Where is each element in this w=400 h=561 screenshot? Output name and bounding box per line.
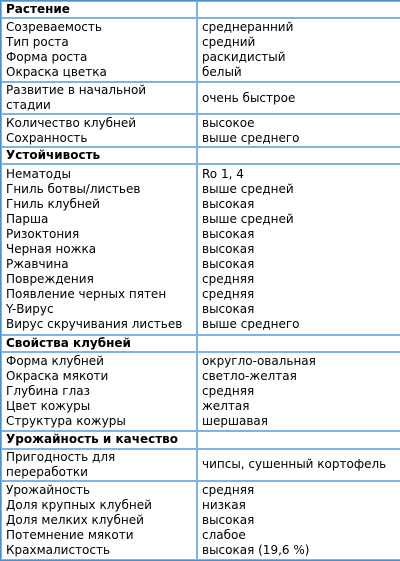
property-value: высокая	[202, 227, 255, 242]
property-name: Урожайность	[6, 483, 91, 498]
property-name: Повреждения	[6, 272, 94, 287]
property-row	[1, 481, 400, 560]
property-value: высокая	[202, 257, 255, 272]
property-name: Доля крупных клубней	[6, 498, 152, 513]
property-name: Y-Вирус	[6, 302, 54, 317]
section-header-row	[1, 147, 400, 164]
section-header-row	[1, 1, 400, 18]
section-title-blank	[197, 1, 400, 18]
property-name: Цвет кожуры	[6, 399, 91, 414]
section-header-row	[1, 431, 400, 448]
property-value: высокая (19,6 %)	[202, 543, 310, 558]
property-names-cell	[1, 18, 197, 81]
property-name: Пригодность для переработки	[6, 449, 116, 479]
property-names-cell	[1, 481, 197, 560]
property-name: Созреваемость	[6, 20, 102, 35]
property-name: Ржавчина	[6, 257, 69, 272]
property-value: шершавая	[202, 414, 268, 429]
property-names-cell	[1, 164, 197, 335]
property-name: Окраска мякоти	[6, 369, 109, 384]
property-name: Доля мелких клубней	[6, 513, 144, 528]
section-title-blank	[197, 147, 400, 164]
property-value: высокая	[202, 242, 255, 257]
property-value: выше средней	[202, 182, 294, 197]
property-name: Парша	[6, 212, 49, 227]
property-name: Глубина глаз	[6, 384, 91, 399]
property-value: среднеранний	[202, 20, 294, 35]
property-values-cell	[197, 352, 400, 431]
property-value: раскидистый	[202, 50, 286, 65]
property-name: Сохранность	[6, 130, 88, 145]
property-name: Нематоды	[6, 167, 71, 182]
property-name: Окраска цветка	[6, 65, 107, 80]
section-title: Устойчивость	[1, 147, 197, 164]
property-row	[1, 352, 400, 431]
property-name: Количество клубней	[6, 115, 137, 130]
property-row	[1, 18, 400, 81]
property-value: желтая	[202, 399, 250, 414]
section-header-row	[1, 335, 400, 352]
property-value: высокая	[202, 197, 255, 212]
property-name: Тип роста	[6, 35, 69, 50]
property-name: Развитие в начальной стадии	[6, 83, 147, 113]
property-name: Форма роста	[6, 50, 88, 65]
property-values-cell	[197, 164, 400, 335]
section-title: Свойства клубней	[1, 335, 197, 352]
property-value: средняя	[202, 483, 255, 498]
property-name: Структура кожуры	[6, 414, 126, 429]
property-names-cell	[1, 114, 197, 147]
property-name: Крахмалистость	[6, 543, 111, 558]
property-values-cell	[197, 18, 400, 81]
property-name: Появление черных пятен	[6, 287, 167, 302]
property-name: Черная ножка	[6, 242, 97, 257]
property-value: высокое	[202, 115, 255, 130]
property-value: средняя	[202, 287, 255, 302]
property-name: Вирус скручивания листьев	[6, 317, 183, 332]
property-values-cell	[197, 82, 400, 115]
property-row	[1, 114, 400, 147]
property-value: средний	[202, 35, 256, 50]
property-value: Ro 1, 4	[202, 167, 244, 182]
property-names-cell	[1, 82, 197, 115]
property-value: средняя	[202, 272, 255, 287]
section-title: Урожайность и качество	[1, 431, 197, 448]
section-title: Растение	[1, 1, 197, 18]
property-values-cell	[197, 481, 400, 560]
property-names-cell	[1, 449, 197, 482]
property-value: высокая	[202, 302, 255, 317]
property-row	[1, 164, 400, 335]
property-value: выше средней	[202, 212, 294, 227]
property-value: слабое	[202, 528, 246, 543]
property-name: Потемнение мякоти	[6, 528, 134, 543]
property-value: округло-овальная	[202, 354, 316, 369]
section-title-blank	[197, 431, 400, 448]
section-title-blank	[197, 335, 400, 352]
property-name: Гниль ботвы/листьев	[6, 182, 141, 197]
property-value: выше среднего	[202, 317, 300, 332]
property-value: высокая	[202, 513, 255, 528]
property-value: выше среднего	[202, 130, 300, 145]
property-row	[1, 449, 400, 482]
property-value: чипсы, сушенный кортофель	[202, 457, 387, 472]
property-value: светло-желтая	[202, 369, 297, 384]
property-value: низкая	[202, 498, 246, 513]
property-value: очень быстрое	[202, 90, 296, 105]
property-values-cell	[197, 449, 400, 482]
property-name: Форма клубней	[6, 354, 104, 369]
property-name: Гниль клубней	[6, 197, 100, 212]
property-row	[1, 82, 400, 115]
property-value: средняя	[202, 384, 255, 399]
property-values-cell	[197, 114, 400, 147]
property-value: белый	[202, 65, 242, 80]
property-names-cell	[1, 352, 197, 431]
table-body	[1, 1, 400, 560]
property-name: Ризоктония	[6, 227, 80, 242]
